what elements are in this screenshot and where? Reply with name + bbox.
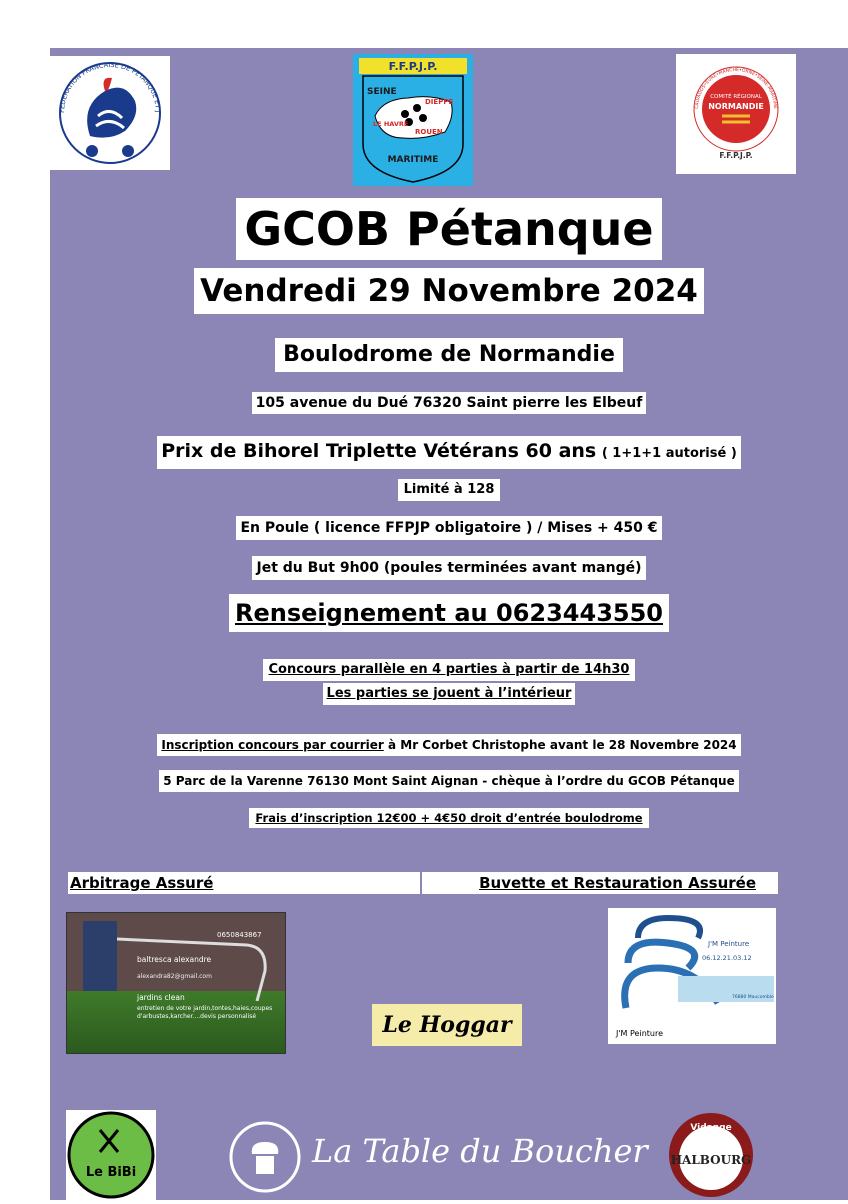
normandie-logo xyxy=(676,54,796,174)
sponsor-jardins-clean xyxy=(66,912,286,1054)
prize-note: ( 1+1+1 autorisé ) xyxy=(601,446,737,461)
svg-text:06.12.21.03.12: 06.12.21.03.12 xyxy=(702,954,752,962)
trimmer-icon xyxy=(117,931,286,1001)
sponsor-table-du-boucher xyxy=(228,1116,648,1200)
prize-title xyxy=(157,436,741,469)
limit-text: Limité à 128 xyxy=(398,479,501,501)
page-title: GCOB Pétanque xyxy=(236,198,661,260)
svg-text:F.F.P.J.P.: F.F.P.J.P. xyxy=(388,60,438,73)
schedule-text: Jet du But 9h00 (poules terminées avant mangé) xyxy=(252,556,645,580)
jm-swirl-icon xyxy=(608,908,776,1044)
ffpjp-logo xyxy=(50,56,170,170)
svg-text:76880 Maucomble: 76880 Maucomble xyxy=(732,995,774,1000)
table-du-boucher-text: La Table du Boucher xyxy=(312,1132,648,1170)
svg-text:Vidange: Vidange xyxy=(690,1123,732,1133)
svg-text:NORMANDIE: NORMANDIE xyxy=(708,102,764,111)
jardins-phone: 0650843867 xyxy=(217,931,262,939)
svg-text:HALBOURG: HALBOURG xyxy=(670,1153,752,1167)
sponsor-le-bibi xyxy=(66,1110,156,1200)
inscription-rest: à Mr Corbet Christophe avant le 28 Novembre 2024 xyxy=(383,738,737,752)
svg-text:MARITIME: MARITIME xyxy=(387,155,439,165)
event-date: Vendredi 29 Novembre 2024 xyxy=(194,268,704,314)
sponsor-halbourg xyxy=(666,1110,756,1200)
parallel-line2: Les parties se jouent à l’intérieur xyxy=(323,683,576,705)
prize-main: Prix de Bihorel Triplette Vétérans 60 ans xyxy=(161,440,597,462)
arbitrage-label: Arbitrage Assuré xyxy=(68,872,420,894)
inscription-label: Inscription concours par courrier xyxy=(161,738,384,752)
parallel-line1: Concours parallèle en 4 parties à partir de 14h30 xyxy=(263,659,636,681)
jardins-owner: baltresca alexandre xyxy=(137,955,212,964)
chef-hat-icon xyxy=(228,1120,302,1194)
svg-text:ROUEN: ROUEN xyxy=(415,128,443,136)
svg-text:SEINE: SEINE xyxy=(367,87,397,97)
inscription-fees: Frais d’inscription 12€00 + 4€50 droit d’entrée boulodrome xyxy=(249,808,648,828)
svg-text:COMITÉ RÉGIONAL: COMITÉ RÉGIONAL xyxy=(710,94,762,100)
buvette-label: Buvette et Restauration Assurée xyxy=(422,872,778,894)
svg-text:DIEPPE: DIEPPE xyxy=(425,98,454,106)
jardins-email: alexandra82@gmail.com xyxy=(137,973,212,980)
svg-text:LE HAVRE: LE HAVRE xyxy=(373,120,409,128)
seine-maritime-logo xyxy=(353,54,473,186)
jardins-desc: entretien de votre jardin,tontes,haies,coupes d'arbustes,karcher....devis personnalisé xyxy=(137,1005,273,1020)
format-text: En Poule ( licence FFPJP obligatoire ) / Mises + 450 € xyxy=(236,516,661,540)
svg-text:CALVADOS•EURE•MANCHE•ORNE•SEIN: CALVADOS•EURE•MANCHE•ORNE•SEINE-MARITIME xyxy=(694,67,778,110)
rooster-icon xyxy=(50,56,170,170)
jardins-brand: jardins clean xyxy=(137,993,185,1002)
contact-phone: Renseignement au 0623443550 xyxy=(229,594,669,632)
sponsor-jm-peinture xyxy=(608,908,776,1044)
venue-address: 105 avenue du Dué 76320 Saint pierre les Elbeuf xyxy=(252,392,647,414)
svg-text:FEDERATION FRANCAISE DE PETANQ: FEDERATION FRANCAISE DE PETANQUE ET J xyxy=(57,60,163,114)
inscription-line xyxy=(157,734,740,756)
svg-text:J'M Peinture: J'M Peinture xyxy=(708,940,750,948)
inscription-address: 5 Parc de la Varenne 76130 Mont Saint Aignan - chèque à l’ordre du GCOB Pétanque xyxy=(159,770,738,792)
poster xyxy=(50,48,848,1200)
venue-name: Boulodrome de Normandie xyxy=(275,338,623,372)
svg-text:F.F.P.J.P.: F.F.P.J.P. xyxy=(719,151,753,160)
sponsor-le-hoggar: Le Hoggar xyxy=(372,1004,522,1046)
svg-text:Le BiBi: Le BiBi xyxy=(85,1165,137,1180)
svg-text:J'M Peinture: J'M Peinture xyxy=(616,1029,663,1038)
